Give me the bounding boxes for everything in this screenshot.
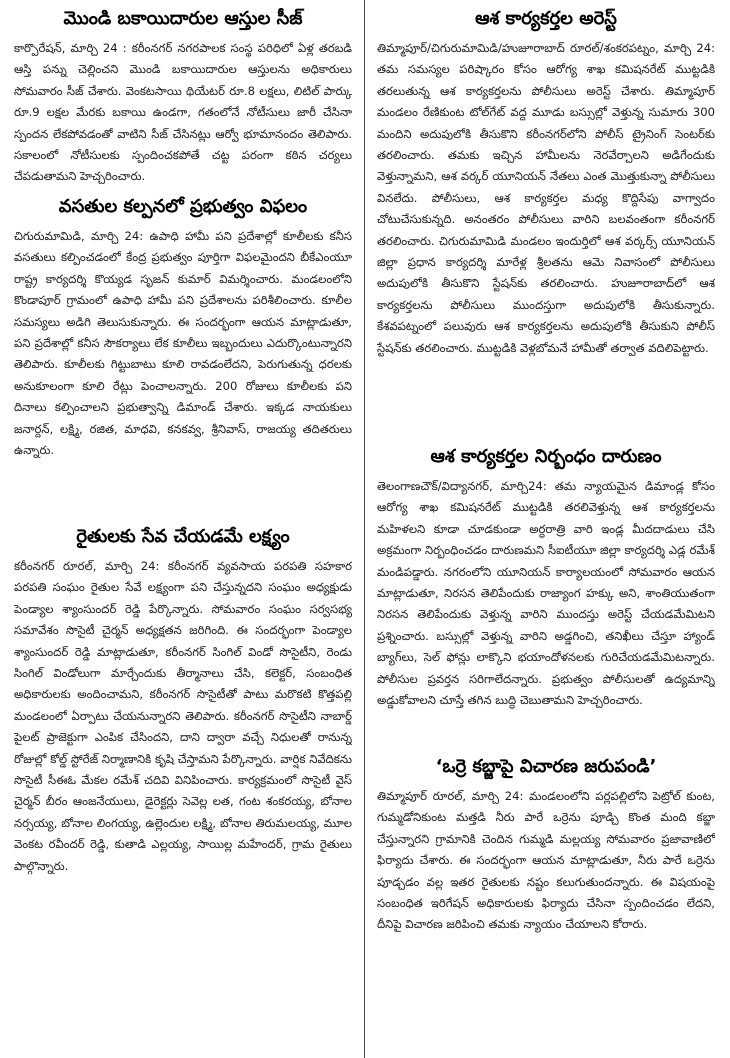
headline: ఆశ కార్యకర్తల అరెస్ట్: [475, 8, 617, 29]
headline: ‘ఒర్రె కబ్జాపై విచారణ జరుపండి’: [435, 756, 657, 777]
left-column: [0, 0, 362, 1058]
article-body: తెలంగాణచౌక్/విద్యానగర్, మార్చి24: తమ న్యాయమైన డిమాండ్ల కోసం ఆరోగ్య శాఖ కమిషనరేట్ ముట్టడికి తరలివెళ్తున్న ఆశ కార్యకర్తలను మహిళలని కూడా చూడకుండా అర్ధరాత్రి వారి ఇండ్ల మీదదాడులు చేసి అక్రమంగా నిర్బంధించడం దారుణమని సీఐటీయూ జిల్లా కార్యదర్శి ఎడ్ల రమేశ్ మండిపడ్డారు. నగరంలోని యూనియన్ కార్యాలయంలో సోమవారం ఆయన మాట్లాడుతూ, నిరసన తెలిపేందుకు రాజ్యాంగ హక్కు అని, శాంతియుతంగా నిరసన తెలిపేందుకు వెళ్తున్న వారిని ముందస్తు అరెస్ట్ చేయడమేమిటని ప్రశ్నించారు. బస్సుల్లో వెళ్తున్న వారిని అడ్డగించి, తనిఖీలు చేస్తూ హ్యాండ్ బ్యాగ్‌లు, సెల్ ఫోన్లు లాక్కొని భయాందోళనలకు గురిచేయడమేమిటన్నారు. పోలీసుల ప్రవర్తన సరిగాలేదన్నారు. ప్రభుత్వం పోలీసులతో ఉద్యమాన్ని అడ్డుకోవాలని చూస్తే తగిన బుద్ధి చెబుతామని హెచ్చరించారు.: [377, 479, 715, 708]
right-column: [367, 0, 729, 1058]
headline: రైతులకు సేవ చేయడమే లక్ష్యం: [76, 526, 290, 547]
article-facilities-failure: [14, 194, 352, 518]
article-farmer-service: [14, 524, 352, 1016]
article-canal-encroachment: [377, 754, 715, 998]
headline: మొండి బకాయిదారుల ఆస్తుల సీజ్: [63, 8, 303, 29]
article-asha-detention: [377, 444, 715, 748]
article-body: కార్పొరేషన్, మార్చి 24 : కరీంనగర్ నగరపాలక సంస్థ పరిధిలో ఏళ్ల తరబడి ఆస్తి పన్ను చెల్లించని మొండి బకాయిదారుల ఆస్తులను అధికారులు సోమవారం సీజ్ చేశారు. వెంకటసాయి థియేటర్ రూ.8 లక్షలు, లిటిల్ పార్కు రూ.9 లక్షల మేరకు బకాయి ఉండగా, గతంలోనే నోటీసులు జారీ చేసినా స్పందన లేకపోవడంతో వాటిని సీజ్ చేసినట్లు ఆర్వో భూమానందం తెలిపారు. సకాలంలో నోటీసులకు స్పందించకపోతే చట్ట పరంగా కఠిన చర్యలు చేపడుతామని హెచ్చరించారు.: [14, 41, 352, 184]
column-divider: [364, 0, 365, 1058]
headline: వసతుల కల్పనలో ప్రభుత్వం విఫలం: [58, 196, 308, 217]
headline: ఆశ కార్యకర్తల నిర్బంధం దారుణం: [430, 446, 662, 467]
article-body: చిగురుమామిడి, మార్చి 24: ఉపాధి హామీ పని ప్రదేశాల్లో కూలీలకు కనీస వసతులు కల్పించడంలో కేంద్ర ప్రభుత్వం పూర్తిగా విఫలమైందని బీకేఎంయూ రాష్ట్ర కార్యదర్శి కొయ్యడ సృజన్ కుమార్ విమర్శించారు. మండలంలోని కొండాపూర్ గ్రామంలో ఉపాధి హామీ పని ప్రదేశాలను పరిశీలించారు. కూలీల సమస్యలు అడిగి తెలుసుకున్నారు. ఈ సందర్భంగా ఆయన మాట్లాడుతూ, పని ప్రదేశాల్లో కనీస సౌకర్యాలు లేక కూలీలు ఇబ్బందులు ఎదుర్కొంటున్నారని తెలిపారు. కూలీలకు గిట్టుబాటు కూలి రావడంలేదని, పెరుగుతున్న ధరలకు అనుకూలంగా కూలి రేట్లు పెంచాలన్నారు. 200 రోజులు కూలీలకు పని దినాలు కల్పించాలని ప్రభుత్వాన్ని డిమాండ్ చేశారు. ఇక్కడ నాయకులు జనార్దన్, లక్ష్మి, రజిత, మాధవి, కనకవ్వ, శ్రీనివాస్, రాజయ్య తదితరులు ఉన్నారు.: [14, 229, 352, 458]
article-body: తిమ్మాపూర్ రూరల్, మార్చి 24: మండలంలోని పర్లపల్లిలోని పెట్రోల్ కుంట, గుమ్మడోనికుంట మత్తడి నీరు పారే ఒర్రెను పూడ్చి కొంత మంది కబ్జా చేస్తున్నారని గ్రామానికి చెందిన గుమ్మడి మల్లయ్య సోమవారం ప్రజావాణిలో ఫిర్యాదు చేశారు. ఈ సందర్భంగా ఆయన మాట్లాడుతూ, నీరు పారే ఒర్రెను పూడ్చడం వల్ల ఇతర రైతులకు నష్టం కలుగుతుందన్నారు. ఈ విషయంపై సంబంధిత ఇరిగేషన్ అధికారులకు ఫిర్యాదు చేసినా స్పందించడం లేదని, దీనిపై విచారణ జరిపించి తమకు న్యాయం చేయాలని కోరారు.: [377, 789, 715, 932]
article-asha-arrest: [377, 6, 715, 438]
article-body: తిమ్మాపూర్/చిగురుమామిడి/హుజూరాబాద్ రూరల్/శంకరపట్నం, మార్చి 24: తమ సమస్యల పరిష్కారం కోసం ఆరోగ్య శాఖ కమిషనరేట్ ముట్టడికి తరలుతున్న ఆశ కార్యకర్తలను పోలీసులు అరెస్ట్ చేశారు. తిమ్మాపూర్ మండలం రేణికుంట టోల్‌గేట్ వద్ద మూడు బస్సుల్లో వెళ్తున్న సుమారు 300 మందిని అదుపులోకి తీసుకొని కరీంనగర్‌లోని పోలీస్ ట్రైనింగ్ సెంటర్‌కు తరలించారు. తమకు ఇచ్చిన హామీలను నెరవేర్చాలని అడిగేందుకు వెళ్తున్నామని, ఆశ వర్కర్ యూనియన్ నేతలు ఎంత మొత్తుకున్నా పోలీసులు వినలేదు. పోలీసులు, ఆశ కార్యకర్తల మధ్య కొద్దిసేపు వాగ్వాదం చోటుచేసుకున్నది. అనంతరం పోలీసులు వారిని బలవంతంగా కరీంనగర్ తరలించారు. చిగురుమామిడి మండలం ఇందుర్తిలో ఆశ వర్కర్స్ యూనియన్ జిల్లా ప్రధాన కార్యదర్శి మారేళ్ల శ్రీలతను ఆమె నివాసంలో పోలీసులు అదుపులోకి తీసుకొని స్టేషన్‌కు తరలించారు. హుజూరాబాద్‌లో ఆశ కార్యకర్తలను పోలీసులు ముందస్తుగా అదుపులోకి తీసుకున్నారు. కేశవపట్నంలో పలువురు ఆశ కార్యకర్తలను అదుపులోకి తీసుకుని పోలీస్ స్టేషన్‌కు తరలించారు. ముట్టడికి వెళ్లబోమనే హామీతో తర్వాత వదిలిపెట్టారు.: [377, 41, 715, 355]
article-body: కరీంనగర్ రూరల్, మార్చి 24: కరీంనగర్ వ్యవసాయ పరపతి సహకార పరపతి సంఘం రైతుల సేవే లక్ష్యంగా పని చేస్తున్నదని సంఘం అధ్యక్షుడు పెండ్యాల శ్యాంసుందర్ రెడ్డి పేర్కొన్నారు. సోమవారం సంఘం సర్వసభ్య సమావేశం సొసైటీ చైర్మన్ అధ్యక్షతన జరిగింది. ఈ సందర్భంగా పెండ్యాల శ్యాంసుందర్ రెడ్డి మాట్లాడుతూ, కరీంనగర్ సింగిల్ విండో సొసైటీని, రెండు సింగిల్ విండోలుగా మార్చేందుకు తీర్మానాలు చేసి, కలెక్టర్, సంబంధిత అధికారులకు అందించామని, కరీంనగర్ సొసైటీతో పాటు మరొకటి కొత్తపల్లి మండలంలో ఏర్పాటు చేయనున్నారని తెలిపారు. కరీంనగర్ సొసైటీని నాబార్డ్ పైలట్ ప్రాజెక్టుగా ఎంపిక చేసిందని, దాని ద్వారా వచ్చే నిధులతో రానున్న రోజుల్లో కోల్డ్ స్టోరేజ్ నిర్మాణానికి కృషి చేస్తామని పేర్కొన్నారు. వార్షిక నివేదికను సొసైటీ సీఈఓ మేకల రమేశ్ చదివి వినిపించారు. కార్యక్రమంలో సొసైటీ వైస్ చైర్మన్ బీరం ఆంజనేయులు, డైరెక్టర్లు సెవెల్ల లత, గంట శంకరయ్య, బోనాల నర్సయ్య, బోనాల లింగయ్య, ఉల్లెందుల లక్ష్మి, బోనాల తిరుమలయ్య, మూల వెంకట రవీందర్ రెడ్డి, కుతాడి ఎల్లయ్య, సాయిల్ల మహేందర్, గ్రామ రైతులు పాల్గొన్నారు.: [14, 559, 352, 873]
article-property-seizure: [14, 6, 352, 188]
